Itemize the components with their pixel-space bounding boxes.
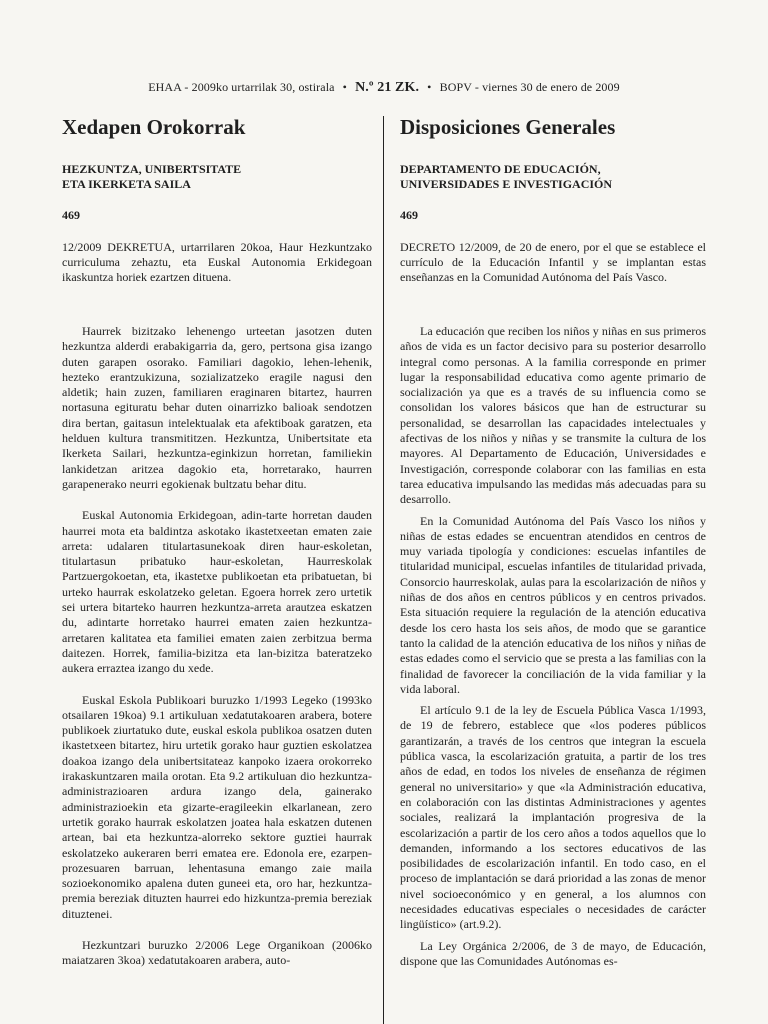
decree-title: 12/2009 DEKRETUA, urtarrilaren 20koa, Haur Hezkuntzako curriculuma zehaztu, eta Euskal Autonomia Erkidegoan ikaskuntza horiek ezartzen dituena.	[62, 240, 372, 285]
department-name	[400, 162, 706, 208]
department-name	[62, 162, 372, 208]
paragraph: La educación que reciben los niños y niñas en sus primeros años de vida es un factor decisivo para su posterior desarrollo integral como personas. A la familia corresponde en primer lugar la responsabilidad educativa como agente primario de socialización ya que es a través de su influencia como se consolidan los valores básicos que han de estructurar su personalidad, se desarrollan las capacidades intelectuales y afectivas de los niños y niñas y se transmite la cultura de los mayores. Al Departamento de Educación, Universidades e Investigación, corresponde colaborar con las familias en esta tarea educativa impulsando las medidas más adecuadas para su desarrollo.	[400, 324, 706, 507]
department-line: DEPARTAMENTO DE EDUCACIÓN,	[400, 162, 601, 176]
document-number: 469	[62, 208, 80, 222]
column-divider	[383, 116, 384, 1024]
paragraph: Hezkuntzari buruzko 2/2006 Lege Organikoan (2006ko maiatzaren 3koa) xedatutakoaren arabera, auto-	[62, 937, 372, 968]
paragraph: El artículo 9.1 de la ley de Escuela Pública Vasca 1/1993, de 19 de febrero, establece que «los poderes públicos garantizarán, a través de los centros que integran la escuela pública vasca, la escolarización gratuita, a partir de los tres años de edad, en todos los niveles de enseñanza de régimen general no universitario» y que «la Administración educativa, en colaboración con las distintas Administraciones y agentes sociales, realizará la implantación progresiva de la escolarización a partir de los cero años a todos aquellos que lo demanden, informando a los sectores educativos de las posibilidades de escolarización infantil. En todo caso, en el proceso de implantación se dará prioridad a las zonas de menor nivel socioeconómico y en general, a los alumnos con necesidades educativas especiales o necesidades de carácter lingüístico» (art.9.2).	[400, 703, 706, 932]
paragraph: Haurrek bizitzako lehenengo urteetan jasotzen duten hezkuntza alderdi erabakigarria da, gero, pertsona gisa izango duten garapen osorako. Familiari dagokio, lehen-lehenik, hezteko erantzukizuna, sozializatzeko eragile nagusi den aldetik; hain zuzen, familiaren eraginaren bitartez, haurren nortasuna egituratu behar duten oinarrizko balioak sendotzen dira bertan, gaitasun intelektualak eta afektiboak garatzen, eta helduen kultura transmititzen. Hezkuntza, Unibertsitate eta Ikerketa Sailari, hezkuntza-eginkizun horretan, familiekin lankidetzan aritzea dagokio eta, horretarako, haurren garapenerako neurri egokienak bultzatu behar ditu.	[62, 324, 372, 491]
document-number: 469	[400, 208, 418, 222]
paragraph: En la Comunidad Autónoma del País Vasco los niños y niñas de estas edades se encuentran atendidos en centros de muy variada tipología y condiciones: escuelas infantiles de titularidad municipal, escuelas infantiles de titularidad privada, Consorcio haurreskolak, aulas para la escolarización de niños y niñas de dos años en centros públicos y en centros privados. Esta situación requiere la regulación de la atención educativa desde los cero hasta los seis años, de modo que se garantice tanto la calidad de la atención educativa de los niños y niñas de estas edades como el servicio que se presta a las familias con la finalidad de favorecer la conciliación de la vida familiar y la vida laboral.	[400, 513, 706, 696]
decree-title: DECRETO 12/2009, de 20 de enero, por el que se establece el currículo de la Educación Infantil y se implantan estas enseñanzas en la Comunidad Autónoma del País Vasco.	[400, 240, 706, 285]
section-title: Disposiciones Generales	[400, 115, 616, 139]
paragraph: Euskal Eskola Publikoari buruzko 1/1993 Legeko (1993ko otsailaren 19koa) 9.1 artikuluan xedatutakoaren arabera, botere publikoek ziurtatuko dute, euskal eskola publikoa osatzen duten ikastetxeen bitartez, hiru urtetik gorako haur guztien eskolatzea doakoa izango dela unibertsitateaz kanpoko izaera orokorreko irakaskuntzaren maila orotan. Eta 9.2 artikuluan dio hezkuntza-administrazioaren ardura izango dela, gainerako administrazioekin eta gizarte-eragileekin elkarlanean, zero urtetik gorako haurrak eskolatzen joatea hala eskatzen dutenen artean, bai eta hezkuntza-alorreko sektore guztiei haurrak eskolatzeko aukeraren berri ematea ere. Edonola ere, ezarpen-prozesuaren barruan, lehentasuna emango zaie maila sozioekonomiko apalena duten guneei eta, oro har, hezkuntza-premia bereziak dituzten haurrei edo hizkuntza-premia bereziak dituztenei.	[62, 692, 372, 921]
section-title: Xedapen Orokorrak	[62, 115, 246, 139]
header-bullet-left: •	[342, 80, 347, 94]
department-line: UNIVERSIDADES E INVESTIGACIÓN	[400, 177, 613, 191]
header-bullet-right: •	[427, 80, 432, 94]
header-spanish-date: BOPV - viernes 30 de enero de 2009	[439, 80, 620, 94]
running-header	[0, 80, 768, 96]
decree-body	[400, 324, 706, 969]
department-line: ETA IKERKETA SAILA	[62, 177, 191, 191]
department-line: HEZKUNTZA, UNIBERTSITATE	[62, 162, 242, 176]
paragraph: La Ley Orgánica 2/2006, de 3 de mayo, de Educación, dispone que las Comunidades Autónomas es-	[400, 938, 706, 968]
header-basque-date: EHAA - 2009ko urtarrilak 30, ostirala	[148, 80, 335, 94]
decree-body	[62, 324, 372, 969]
spanish-column	[400, 112, 706, 975]
paragraph: Euskal Autonomia Erkidegoan, adin-tarte horretan dauden haurrei mota eta baldintza askotako ikastetxeetan ematen zaie arreta: udalaren titulartasunekoak diren haur-eskoletan, titulartasun pribatuko haur-eskoletan, Haurreskolak Partzuergokoetan, eta, ikastetxe publikoetan eta pribatuetan, bi urteko haurrak eskolatzeko geletan. Egoera horrek zero urtetik sei urtera bitarteko haurren hezkuntza-arreta arautzea eskatzen du, adintarte horretako haurrei ematen zaien hezkuntza-arretaren kalitatea eta familiei ematen zaien zerbitzua berma daitezen. Horrek, familia-bizitza eta lan-bizitza bateratzeko aukera erraztea izango du xede.	[62, 508, 372, 676]
issue-number: N.º 21 ZK.	[355, 80, 420, 95]
basque-column	[62, 112, 372, 985]
